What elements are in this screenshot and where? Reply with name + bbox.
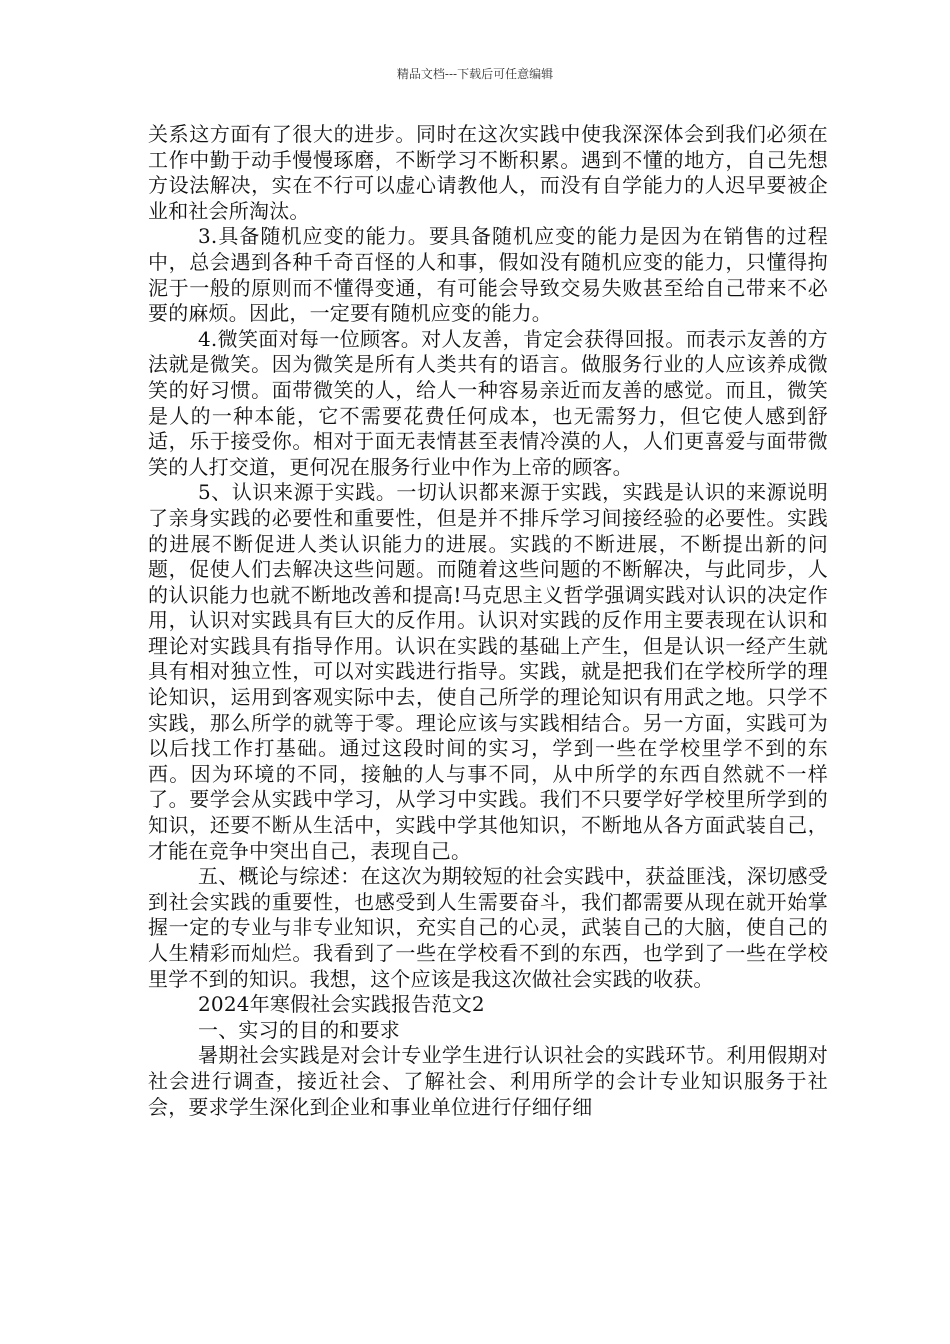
paragraph-summary: 五、概论与综述：在这次为期较短的社会实践中，获益匪浅，深切感受到社会实践的重要性，也感受到人生需要奋斗，我们都需要从现在就开始掌握一定的专业与非专业知识，充实自己的心灵，武装自己的大脑，使自己的人生精彩而灿烂。我看到了一些在学校看不到的东西，也学到了一些在学校里学不到的知识。我想，这个应该是我这次做社会实践的收获。 (148, 864, 828, 991)
paragraph-continuation: 关系这方面有了很大的进步。同时在这次实践中使我深深体会到我们必须在工作中勤于动手慢慢琢磨，不断学习不断积累。遇到不懂的地方，自己先想方设法解决，实在不行可以虚心请教他人，而没有自学能力的人迟早要被企业和社会所淘汰。 (148, 122, 828, 223)
paragraph-practice: 5、认识来源于实践。一切认识都来源于实践，实践是认识的来源说明了亲身实践的必要性和重要性，但是并不排斥学习间接经验的必要性。实践的进展不断促进人类认识能力的进展。实践的不断进展，不断提出新的问题，促使人们去解决这些问题。而随着这些问题的不断解决，与此同步，人的认识能力也就不断地改善和提高!马克思主义哲学强调实践对认识的决定作用，认识对实践具有巨大的反作用。认识对实践的反作用主要表现在认识和理论对实践具有指导作用。认识在实践的基础上产生，但是认识一经产生就具有相对独立性，可以对实践进行指导。实践，就是把我们在学校所学的理论知识，运用到客观实际中去，使自己所学的理论知识有用武之地。只学不实践，那么所学的就等于零。理论应该与实践相结合。另一方面，实践可为以后找工作打基础。通过这段时间的实习，学到一些在学校里学不到的东西。因为环境的不同，接触的人与事不同，从中所学的东西自然就不一样了。要学会从实践中学习，从学习中实践。我们不只要学好学校里所学到的知识，还要不断从生活中，实践中学其他知识，不断地从各方面武装自己，才能在竞争中突出自己，表现自己。 (148, 480, 828, 863)
section-title: 2024年寒假社会实践报告范文2 (198, 992, 485, 1017)
paragraph-purpose: 暑期社会实践是对会计专业学生进行认识社会的实践环节。利用假期对社会进行调查，接近社会、了解社会、利用所学的会计专业知识服务于社会，要求学生深化到企业和事业单位进行仔细仔细 (148, 1043, 828, 1119)
paragraph-smile: 4.微笑面对每一位顾客。对人友善，肯定会获得回报。而表示友善的方法就是微笑。因为微笑是所有人类共有的语言。做服务行业的人应该养成微笑的好习惯。面带微笑的人，给人一种容易亲近而友善的感觉。而且，微笑是人的一种本能，它不需要花费任何成本，也无需努力，但它使人感到舒适，乐于接受你。相对于面无表情甚至表情冷漠的人，人们更喜爱与面带微笑的人打交道，更何况在服务行业中作为上帝的顾客。 (148, 326, 828, 479)
paragraph-adaptability: 3.具备随机应变的能力。要具备随机应变的能力是因为在销售的过程中，总会遇到各种千奇百怪的人和事，假如没有随机应变的能力，只懂得拘泥于一般的原则而不懂得变通，有可能会导致交易失败甚至给自己带来不必要的麻烦。因此，一定要有随机应变的能力。 (148, 224, 828, 326)
section-heading: 一、实习的目的和要求 (198, 1017, 400, 1042)
page-header: 精品文档---下载后可任意编辑 (396, 67, 554, 81)
document-body (148, 122, 828, 1120)
